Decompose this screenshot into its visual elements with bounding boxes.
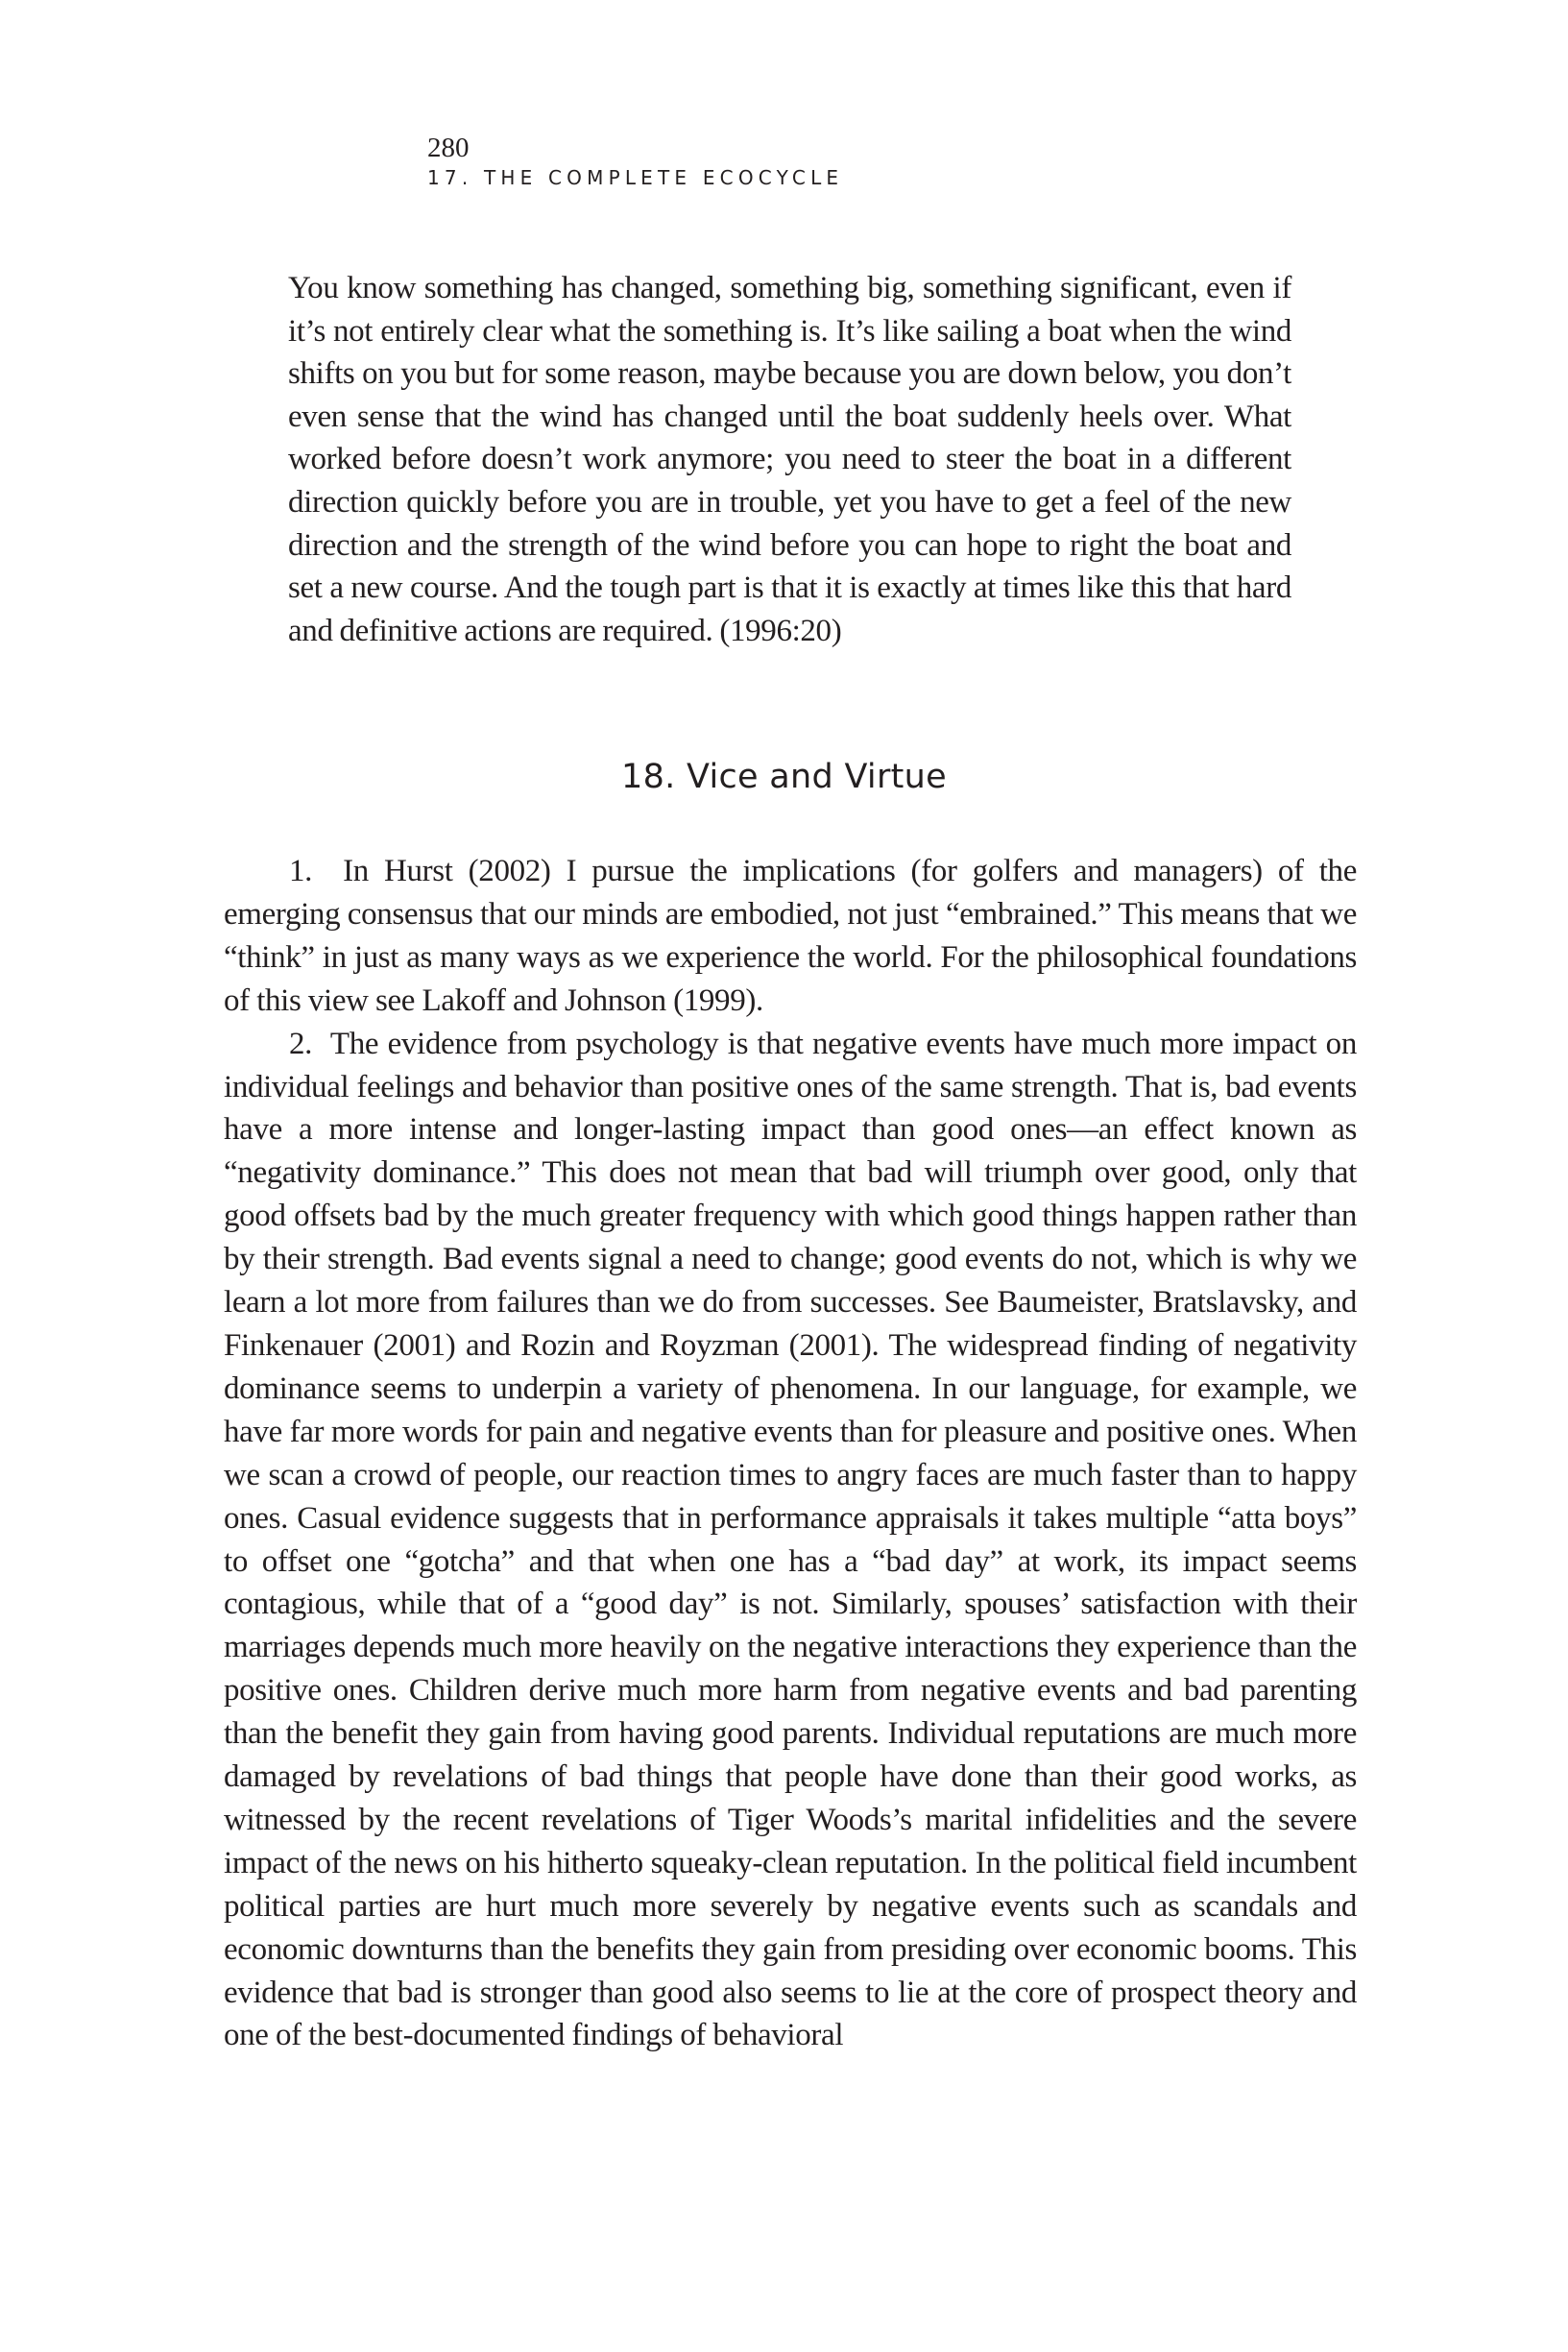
chapter-running-title: 17. THE COMPLETE ECOCYCLE — [427, 166, 844, 189]
note-item — [224, 1023, 1357, 2058]
page-number: 280 — [427, 133, 470, 163]
note-text: In Hurst (2002) I pursue the implications (for golfers and managers) of the emerging consensus that our minds are embodied, not just “embrained.” This means that we “think” in just as many ways as we experience the world. For the philosophical foundations of this view see Lakoff and Johnson (1999). — [224, 854, 1357, 1018]
notes-list — [224, 850, 1357, 2057]
running-head — [427, 133, 843, 190]
note-number: 2. — [289, 1026, 313, 1061]
note-text: The evidence from psychology is that negative events have much more impact on individual feelings and behavior than positive ones of the same strength. That is, bad events have a more intense and longer-lasting impact than good ones—an effect known as “negativity dominance.” This does not mean that bad will triumph over good, only that good offsets bad by the much greater frequency with which good things happen rather than by their strength. Bad events signal a need to change; good events do not, which is why we learn a lot more from failures than we do from successes. See Baumeister, Bratslavsky, and Finkenauer (2001) and Rozin and Royzman (2001). The widespread finding of negativity dominance seems to underpin a variety of phenomena. In our language, for example, we have far more words for pain and negative events than for pleasure and positive ones. When we scan a crowd of people, our reaction times to angry faces are much faster than to happy ones. Casual evidence suggests that in performance appraisals it takes multiple “atta boys” to offset one “gotcha” and that when one has a “bad day” at work, its impact seems contagious, while that of a “good day” is not. Similarly, spouses’ satisfaction with their marriages depends much more heavily on the negative interactions they experience than the positive ones. Children derive much more harm from negative events and bad parenting than the benefit they gain from having good parents. Individual reputations are much more damaged by revelations of bad things that people have done than their good works, as witnessed by the recent revelations of Tiger Woods’s marital infidelities and the severe impact of the news on his hitherto squeaky-clean reputation. In the political field incumbent political parties are hurt much more severely by negative events such as scandals and economic downturns than the benefits they gain from presiding over economic booms. This evidence that bad is stronger than good also seems to lie at the core of prospect theory and one of the best-documented findings of behavioral — [224, 1026, 1357, 2053]
note-item — [224, 850, 1357, 1023]
section-heading: 18. Vice and Virtue — [621, 758, 947, 796]
block-quote: You know something has changed, something big, something significant, even if it’s not entirely clear what the something is. It’s like sailing a boat when the wind shifts on you but for some reason, maybe because you are down below, you don’t even sense that the wind has changed until the boat suddenly heels over. What worked before doesn’t work anymore; you need to steer the boat in a different direction quickly before you are in trouble, yet you have to get a feel of the new direction and the strength of the wind before you can hope to right the boat and set a new course. And the tough part is that it is exactly at times like this that hard and definitive actions are required. (1996:20) — [288, 271, 1291, 648]
note-number: 1. — [289, 854, 313, 888]
